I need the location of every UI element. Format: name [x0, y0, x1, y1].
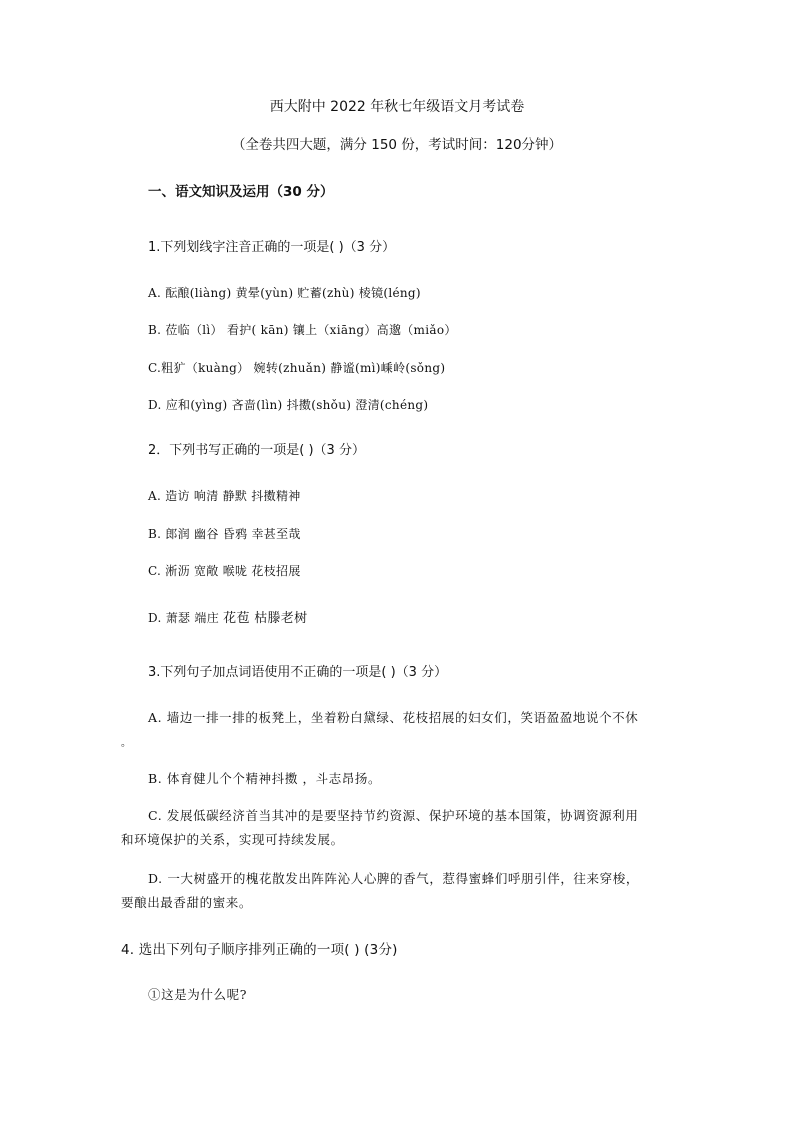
question-1-option-a: A. 酝酿(liàng) 黄晕(yùn) 贮蓄(zhù) 棱镜(léng)	[148, 286, 421, 300]
question-3-option-c-line2: 和环境保护的关系，实现可持续发展。	[121, 832, 344, 847]
page-title: 西大附中 2022 年秋七年级语文月考试卷	[269, 99, 525, 115]
question-3-option-a-line1: A. 墙边一排一排的板凳上，坐着粉白黛绿、花枝招展的妇女们，笑语盈盈地说个不休	[148, 710, 639, 725]
question-3-stem: 3.下列句子加点词语使用不正确的一项是( )（3 分）	[148, 665, 448, 680]
question-3-option-b: B. 体育健儿个个精神抖擞 ，斗志昂扬。	[148, 771, 382, 786]
question-4-stem: 4. 选出下列句子顺序排列正确的一项( ) (3分)	[121, 942, 398, 958]
question-1-stem: 1.下列划线字注音正确的一项是( )（3 分）	[148, 240, 396, 255]
exam-info: （全卷共四大题，满分 150 份，考试时间：120分钟）	[231, 137, 563, 153]
question-4-item-1: ①这是为什么呢?	[148, 987, 248, 1002]
question-2-option-d-suffix: 花苞 枯滕老树	[223, 611, 308, 626]
question-2-option-b: B. 郎润 幽谷 昏鸦 幸甚至哉	[148, 527, 301, 541]
question-1-option-b: B. 莅临（lì） 看护( kān) 镶上（xiāng）高邈（miǎo）	[148, 323, 457, 337]
question-3-option-c-line1: C. 发展低碳经济首当其冲的是要坚持节约资源、保护环境的基本国策，协调资源利用	[148, 808, 639, 823]
question-2-option-d	[148, 610, 307, 627]
question-2-option-d-prefix: D. 萧瑟 端庄	[148, 611, 224, 625]
section-heading: 一、语文知识及运用（30 分）	[148, 184, 334, 200]
question-2-stem: 2．下列书写正确的一项是( )（3 分）	[148, 443, 365, 458]
question-3-option-a-line2: 。	[121, 738, 131, 749]
question-2-option-c: C. 淅沥 宽敞 喉咙 花枝招展	[148, 564, 301, 578]
question-3-option-d-line1: D. 一大树盛开的槐花散发出阵阵沁人心脾的香气，惹得蜜蜂们呼朋引伴，往来穿梭，	[148, 871, 639, 886]
question-1-option-d: D. 应和(yìng) 吝啬(lìn) 抖擞(shǒu) 澄清(chéng)	[148, 398, 429, 412]
question-1-option-c: C.粗犷（kuàng） 婉转(zhuǎn) 静谧(mì)嵊岭(sǒng)	[148, 361, 446, 375]
question-2-option-a: A. 造访 响清 静默 抖擞精神	[148, 489, 301, 503]
question-3-option-d-line2: 要酿出最香甜的蜜来。	[121, 895, 253, 910]
